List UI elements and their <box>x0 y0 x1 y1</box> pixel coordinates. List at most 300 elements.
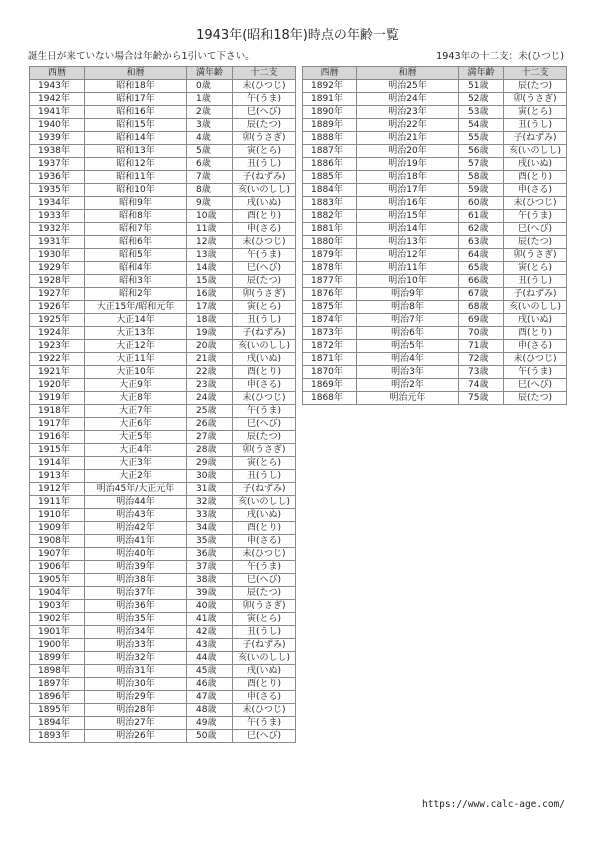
era-year-cell: 明治11年 <box>357 262 459 275</box>
era-year-cell: 昭和14年 <box>85 132 187 145</box>
zodiac-cell: 巳(へび) <box>233 730 296 743</box>
era-year-cell: 明治26年 <box>85 730 187 743</box>
zodiac-cell: 申(さる) <box>233 691 296 704</box>
era-year-cell: 明治16年 <box>357 197 459 210</box>
age-cell: 11歳 <box>187 223 233 236</box>
ad-year-cell: 1931年 <box>30 236 85 249</box>
table-row <box>303 353 567 366</box>
ad-year-cell: 1942年 <box>30 93 85 106</box>
table-row <box>30 158 296 171</box>
header-zodiac: 十二支 <box>504 67 567 80</box>
ad-year-cell: 1888年 <box>303 132 357 145</box>
era-year-cell: 明治40年 <box>85 548 187 561</box>
age-cell: 16歳 <box>187 288 233 301</box>
zodiac-cell: 酉(とり) <box>504 327 567 340</box>
era-year-cell: 大正10年 <box>85 366 187 379</box>
age-cell: 47歳 <box>187 691 233 704</box>
era-year-cell: 大正14年 <box>85 314 187 327</box>
era-year-cell: 明治2年 <box>357 379 459 392</box>
table-row <box>30 639 296 652</box>
zodiac-cell: 未(ひつじ) <box>233 236 296 249</box>
ad-year-cell: 1932年 <box>30 223 85 236</box>
zodiac-cell: 卯(うさぎ) <box>504 93 567 106</box>
ad-year-cell: 1906年 <box>30 561 85 574</box>
age-cell: 66歳 <box>459 275 504 288</box>
ad-year-cell: 1877年 <box>303 275 357 288</box>
ad-year-cell: 1902年 <box>30 613 85 626</box>
table-row <box>303 392 567 405</box>
era-year-cell: 明治41年 <box>85 535 187 548</box>
table-row <box>30 145 296 158</box>
zodiac-cell: 子(ねずみ) <box>233 327 296 340</box>
header-age: 満年齢 <box>459 67 504 80</box>
footer-url: https://www.calc-age.com/ <box>422 799 565 810</box>
era-year-cell: 明治5年 <box>357 340 459 353</box>
table-row <box>30 652 296 665</box>
age-cell: 62歳 <box>459 223 504 236</box>
table-row <box>30 223 296 236</box>
era-year-cell: 明治7年 <box>357 314 459 327</box>
table-row <box>30 132 296 145</box>
age-cell: 75歳 <box>459 392 504 405</box>
age-cell: 43歳 <box>187 639 233 652</box>
zodiac-cell: 未(ひつじ) <box>233 80 296 93</box>
era-year-cell: 明治37年 <box>85 587 187 600</box>
ad-year-cell: 1928年 <box>30 275 85 288</box>
zodiac-cell: 酉(とり) <box>504 171 567 184</box>
age-cell: 29歳 <box>187 457 233 470</box>
zodiac-cell: 未(ひつじ) <box>233 392 296 405</box>
zodiac-cell: 子(ねずみ) <box>504 288 567 301</box>
age-cell: 8歳 <box>187 184 233 197</box>
era-year-cell: 明治45年/大正元年 <box>85 483 187 496</box>
table-row <box>30 561 296 574</box>
table-row <box>303 171 567 184</box>
table-row <box>30 496 296 509</box>
age-cell: 1歳 <box>187 93 233 106</box>
zodiac-cell: 卯(うさぎ) <box>233 288 296 301</box>
zodiac-cell: 卯(うさぎ) <box>233 132 296 145</box>
ad-year-cell: 1889年 <box>303 119 357 132</box>
table-row <box>30 457 296 470</box>
era-year-cell: 大正13年 <box>85 327 187 340</box>
zodiac-cell: 未(ひつじ) <box>233 704 296 717</box>
ad-year-cell: 1869年 <box>303 379 357 392</box>
ad-year-cell: 1905年 <box>30 574 85 587</box>
age-cell: 15歳 <box>187 275 233 288</box>
age-cell: 64歳 <box>459 249 504 262</box>
ad-year-cell: 1887年 <box>303 145 357 158</box>
era-year-cell: 明治34年 <box>85 626 187 639</box>
age-cell: 26歳 <box>187 418 233 431</box>
ad-year-cell: 1882年 <box>303 210 357 223</box>
zodiac-cell: 丑(うし) <box>233 470 296 483</box>
age-cell: 51歳 <box>459 80 504 93</box>
zodiac-cell: 申(さる) <box>504 184 567 197</box>
ad-year-cell: 1909年 <box>30 522 85 535</box>
table-row <box>303 158 567 171</box>
age-cell: 31歳 <box>187 483 233 496</box>
era-year-cell: 大正2年 <box>85 470 187 483</box>
table-row <box>30 704 296 717</box>
era-year-cell: 大正11年 <box>85 353 187 366</box>
table-row <box>30 340 296 353</box>
table-row <box>303 249 567 262</box>
age-cell: 14歳 <box>187 262 233 275</box>
zodiac-cell: 酉(とり) <box>233 678 296 691</box>
ad-year-cell: 1890年 <box>303 106 357 119</box>
ad-year-cell: 1898年 <box>30 665 85 678</box>
ad-year-cell: 1883年 <box>303 197 357 210</box>
era-year-cell: 明治18年 <box>357 171 459 184</box>
zodiac-cell: 戌(いぬ) <box>233 509 296 522</box>
table-row <box>30 353 296 366</box>
table-row <box>30 366 296 379</box>
zodiac-cell: 子(ねずみ) <box>233 483 296 496</box>
era-year-cell: 明治12年 <box>357 249 459 262</box>
era-year-cell: 明治15年 <box>357 210 459 223</box>
era-year-cell: 明治3年 <box>357 366 459 379</box>
age-cell: 60歳 <box>459 197 504 210</box>
table-row <box>303 314 567 327</box>
ad-year-cell: 1918年 <box>30 405 85 418</box>
zodiac-cell: 亥(いのしし) <box>233 652 296 665</box>
zodiac-cell: 未(ひつじ) <box>504 197 567 210</box>
ad-year-cell: 1879年 <box>303 249 357 262</box>
table-body-left <box>30 80 296 743</box>
era-year-cell: 昭和3年 <box>85 275 187 288</box>
era-year-cell: 大正15年/昭和元年 <box>85 301 187 314</box>
age-cell: 70歳 <box>459 327 504 340</box>
age-cell: 30歳 <box>187 470 233 483</box>
zodiac-cell: 卯(うさぎ) <box>504 249 567 262</box>
era-year-cell: 昭和12年 <box>85 158 187 171</box>
age-cell: 68歳 <box>459 301 504 314</box>
ad-year-cell: 1872年 <box>303 340 357 353</box>
table-row <box>303 327 567 340</box>
era-year-cell: 大正9年 <box>85 379 187 392</box>
ad-year-cell: 1934年 <box>30 197 85 210</box>
age-cell: 9歳 <box>187 197 233 210</box>
era-year-cell: 明治21年 <box>357 132 459 145</box>
age-cell: 59歳 <box>459 184 504 197</box>
era-year-cell: 明治31年 <box>85 665 187 678</box>
zodiac-cell: 子(ねずみ) <box>233 171 296 184</box>
ad-year-cell: 1922年 <box>30 353 85 366</box>
table-row <box>30 574 296 587</box>
era-year-cell: 明治36年 <box>85 600 187 613</box>
age-cell: 3歳 <box>187 119 233 132</box>
era-year-cell: 明治4年 <box>357 353 459 366</box>
ad-year-cell: 1943年 <box>30 80 85 93</box>
table-row <box>303 106 567 119</box>
zodiac-cell: 戌(いぬ) <box>233 197 296 210</box>
page-title: 1943年(昭和18年)時点の年齢一覧 <box>196 28 399 43</box>
age-cell: 36歳 <box>187 548 233 561</box>
zodiac-cell: 午(うま) <box>504 366 567 379</box>
ad-year-cell: 1912年 <box>30 483 85 496</box>
ad-year-cell: 1940年 <box>30 119 85 132</box>
zodiac-cell: 亥(いのしし) <box>504 145 567 158</box>
table-row <box>30 678 296 691</box>
era-year-cell: 昭和18年 <box>85 80 187 93</box>
age-cell: 0歳 <box>187 80 233 93</box>
era-year-cell: 明治17年 <box>357 184 459 197</box>
age-cell: 21歳 <box>187 353 233 366</box>
age-cell: 28歳 <box>187 444 233 457</box>
header-era-year: 和暦 <box>85 67 187 80</box>
ad-year-cell: 1936年 <box>30 171 85 184</box>
ad-year-cell: 1881年 <box>303 223 357 236</box>
era-year-cell: 昭和9年 <box>85 197 187 210</box>
table-row <box>30 405 296 418</box>
zodiac-cell: 辰(たつ) <box>233 431 296 444</box>
age-cell: 7歳 <box>187 171 233 184</box>
zodiac-cell: 卯(うさぎ) <box>233 600 296 613</box>
table-row <box>303 223 567 236</box>
age-cell: 27歳 <box>187 431 233 444</box>
ad-year-cell: 1919年 <box>30 392 85 405</box>
zodiac-cell: 午(うま) <box>233 561 296 574</box>
ad-year-cell: 1886年 <box>303 158 357 171</box>
table-row <box>303 80 567 93</box>
ad-year-cell: 1891年 <box>303 93 357 106</box>
table-row <box>30 392 296 405</box>
ad-year-cell: 1896年 <box>30 691 85 704</box>
age-cell: 25歳 <box>187 405 233 418</box>
table-row <box>30 613 296 626</box>
ad-year-cell: 1880年 <box>303 236 357 249</box>
era-year-cell: 明治9年 <box>357 288 459 301</box>
table-body-right <box>303 80 567 405</box>
zodiac-cell: 辰(たつ) <box>504 80 567 93</box>
era-year-cell: 昭和8年 <box>85 210 187 223</box>
zodiac-cell: 寅(とら) <box>233 145 296 158</box>
age-cell: 38歳 <box>187 574 233 587</box>
age-cell: 72歳 <box>459 353 504 366</box>
age-cell: 61歳 <box>459 210 504 223</box>
ad-year-cell: 1941年 <box>30 106 85 119</box>
era-year-cell: 昭和11年 <box>85 171 187 184</box>
zodiac-cell: 戌(いぬ) <box>504 314 567 327</box>
zodiac-cell: 酉(とり) <box>233 522 296 535</box>
ad-year-cell: 1885年 <box>303 171 357 184</box>
era-year-cell: 昭和5年 <box>85 249 187 262</box>
era-year-cell: 大正7年 <box>85 405 187 418</box>
era-year-cell: 明治13年 <box>357 236 459 249</box>
table-header-row <box>30 67 296 80</box>
age-cell: 39歳 <box>187 587 233 600</box>
ad-year-cell: 1878年 <box>303 262 357 275</box>
era-year-cell: 明治33年 <box>85 639 187 652</box>
table-row <box>30 288 296 301</box>
age-cell: 35歳 <box>187 535 233 548</box>
table-row <box>303 379 567 392</box>
age-cell: 6歳 <box>187 158 233 171</box>
zodiac-cell: 亥(いのしし) <box>233 340 296 353</box>
age-cell: 4歳 <box>187 132 233 145</box>
ad-year-cell: 1917年 <box>30 418 85 431</box>
header-zodiac: 十二支 <box>233 67 296 80</box>
zodiac-cell: 丑(うし) <box>504 119 567 132</box>
era-year-cell: 大正4年 <box>85 444 187 457</box>
era-year-cell: 明治39年 <box>85 561 187 574</box>
ad-year-cell: 1908年 <box>30 535 85 548</box>
table-row <box>30 730 296 743</box>
era-year-cell: 昭和10年 <box>85 184 187 197</box>
zodiac-cell: 申(さる) <box>504 340 567 353</box>
ad-year-cell: 1875年 <box>303 301 357 314</box>
table-row <box>30 626 296 639</box>
era-year-cell: 明治22年 <box>357 119 459 132</box>
table-row <box>30 418 296 431</box>
ad-year-cell: 1938年 <box>30 145 85 158</box>
era-year-cell: 明治42年 <box>85 522 187 535</box>
ad-year-cell: 1876年 <box>303 288 357 301</box>
age-cell: 12歳 <box>187 236 233 249</box>
zodiac-cell: 辰(たつ) <box>504 392 567 405</box>
table-row <box>30 470 296 483</box>
ad-year-cell: 1903年 <box>30 600 85 613</box>
age-cell: 65歳 <box>459 262 504 275</box>
age-cell: 41歳 <box>187 613 233 626</box>
era-year-cell: 明治27年 <box>85 717 187 730</box>
era-year-cell: 明治19年 <box>357 158 459 171</box>
age-cell: 5歳 <box>187 145 233 158</box>
table-row <box>30 262 296 275</box>
ad-year-cell: 1871年 <box>303 353 357 366</box>
age-cell: 67歳 <box>459 288 504 301</box>
ad-year-cell: 1911年 <box>30 496 85 509</box>
zodiac-cell: 午(うま) <box>233 405 296 418</box>
zodiac-cell: 子(ねずみ) <box>233 639 296 652</box>
ad-year-cell: 1929年 <box>30 262 85 275</box>
zodiac-cell: 卯(うさぎ) <box>233 444 296 457</box>
ad-year-cell: 1924年 <box>30 327 85 340</box>
ad-year-cell: 1900年 <box>30 639 85 652</box>
zodiac-cell: 丑(うし) <box>233 626 296 639</box>
ad-year-cell: 1930年 <box>30 249 85 262</box>
zodiac-cell: 辰(たつ) <box>233 119 296 132</box>
age-cell: 55歳 <box>459 132 504 145</box>
table-row <box>30 522 296 535</box>
era-year-cell: 昭和15年 <box>85 119 187 132</box>
zodiac-cell: 寅(とら) <box>233 457 296 470</box>
age-cell: 57歳 <box>459 158 504 171</box>
age-cell: 13歳 <box>187 249 233 262</box>
era-year-cell: 明治29年 <box>85 691 187 704</box>
ad-year-cell: 1916年 <box>30 431 85 444</box>
era-year-cell: 昭和2年 <box>85 288 187 301</box>
zodiac-cell: 酉(とり) <box>233 366 296 379</box>
age-cell: 71歳 <box>459 340 504 353</box>
table-row <box>303 197 567 210</box>
table-row <box>303 145 567 158</box>
age-cell: 32歳 <box>187 496 233 509</box>
table-row <box>30 379 296 392</box>
era-year-cell: 大正8年 <box>85 392 187 405</box>
table-row <box>30 600 296 613</box>
table-row <box>303 288 567 301</box>
age-cell: 23歳 <box>187 379 233 392</box>
zodiac-cell: 申(さる) <box>233 223 296 236</box>
table-row <box>303 275 567 288</box>
table-header-row <box>303 67 567 80</box>
zodiac-cell: 巳(へび) <box>233 262 296 275</box>
ad-year-cell: 1894年 <box>30 717 85 730</box>
table-row <box>30 665 296 678</box>
zodiac-cell: 申(さる) <box>233 379 296 392</box>
zodiac-cell: 午(うま) <box>233 249 296 262</box>
table-row <box>30 119 296 132</box>
ad-year-cell: 1892年 <box>303 80 357 93</box>
ad-year-cell: 1927年 <box>30 288 85 301</box>
ad-year-cell: 1937年 <box>30 158 85 171</box>
header-age: 満年齢 <box>187 67 233 80</box>
table-row <box>30 509 296 522</box>
table-row <box>30 535 296 548</box>
ad-year-cell: 1913年 <box>30 470 85 483</box>
ad-year-cell: 1897年 <box>30 678 85 691</box>
age-table-right <box>302 66 567 405</box>
table-row <box>303 301 567 314</box>
table-row <box>30 548 296 561</box>
birthday-note: 誕生日が来ていない場合は年齢から1引いて下さい。 <box>28 51 255 62</box>
zodiac-cell: 巳(へび) <box>504 223 567 236</box>
table-row <box>30 301 296 314</box>
zodiac-cell: 寅(とら) <box>233 301 296 314</box>
ad-year-cell: 1926年 <box>30 301 85 314</box>
era-year-cell: 大正6年 <box>85 418 187 431</box>
ad-year-cell: 1895年 <box>30 704 85 717</box>
age-cell: 52歳 <box>459 93 504 106</box>
age-cell: 34歳 <box>187 522 233 535</box>
zodiac-cell: 未(ひつじ) <box>504 353 567 366</box>
era-year-cell: 昭和4年 <box>85 262 187 275</box>
zodiac-cell: 巳(へび) <box>233 574 296 587</box>
age-cell: 19歳 <box>187 327 233 340</box>
table-row <box>30 314 296 327</box>
age-cell: 42歳 <box>187 626 233 639</box>
table-row <box>303 132 567 145</box>
zodiac-cell: 辰(たつ) <box>233 587 296 600</box>
ad-year-cell: 1914年 <box>30 457 85 470</box>
era-year-cell: 大正3年 <box>85 457 187 470</box>
age-cell: 2歳 <box>187 106 233 119</box>
era-year-cell: 明治10年 <box>357 275 459 288</box>
zodiac-cell: 寅(とら) <box>233 613 296 626</box>
age-cell: 37歳 <box>187 561 233 574</box>
ad-year-cell: 1925年 <box>30 314 85 327</box>
ad-year-cell: 1873年 <box>303 327 357 340</box>
zodiac-cell: 未(ひつじ) <box>233 548 296 561</box>
zodiac-cell: 戌(いぬ) <box>504 158 567 171</box>
age-cell: 17歳 <box>187 301 233 314</box>
era-year-cell: 昭和13年 <box>85 145 187 158</box>
table-row <box>303 184 567 197</box>
age-cell: 10歳 <box>187 210 233 223</box>
age-cell: 33歳 <box>187 509 233 522</box>
header-ad-year: 西暦 <box>303 67 357 80</box>
zodiac-cell: 申(さる) <box>233 535 296 548</box>
age-cell: 73歳 <box>459 366 504 379</box>
ad-year-cell: 1907年 <box>30 548 85 561</box>
ad-year-cell: 1901年 <box>30 626 85 639</box>
age-cell: 22歳 <box>187 366 233 379</box>
era-year-cell: 明治25年 <box>357 80 459 93</box>
zodiac-cell: 丑(うし) <box>233 158 296 171</box>
age-cell: 45歳 <box>187 665 233 678</box>
